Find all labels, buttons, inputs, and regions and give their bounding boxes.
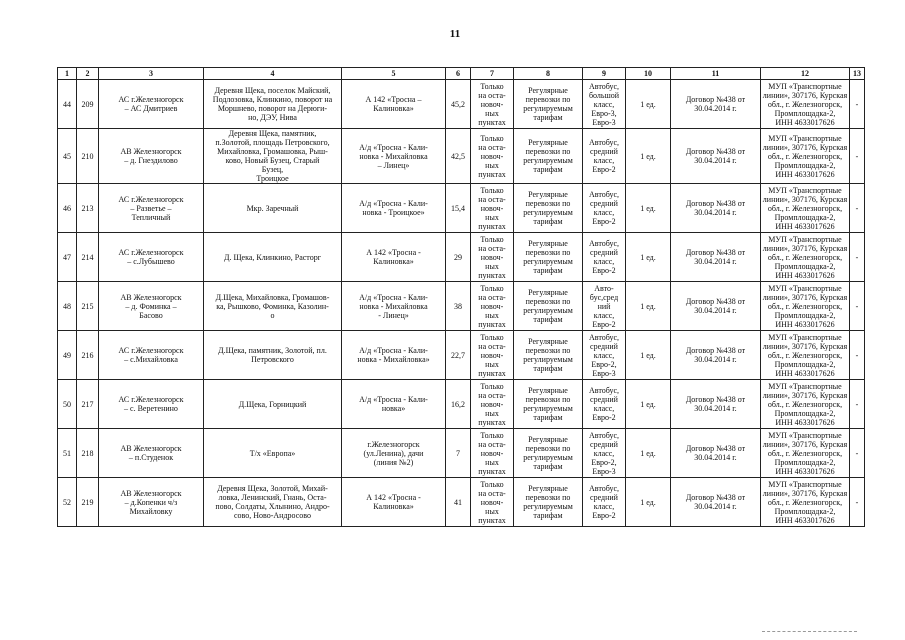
notes-cell: - bbox=[850, 478, 865, 527]
notes-cell: - bbox=[850, 129, 865, 184]
row-number-cell: 44 bbox=[58, 80, 77, 129]
carrier-cell: МУП «Транспортные линии», 307176, Курская обл., г. Железногорск, Промплощадка-2, ИНН 4633017626 bbox=[761, 331, 850, 380]
route-length-cell: 42,5 bbox=[446, 129, 471, 184]
transport-mode-cell: Регулярные перевозки по регулируемым тарифам bbox=[514, 80, 583, 129]
notes-cell: - bbox=[850, 380, 865, 429]
transport-mode-cell: Регулярные перевозки по регулируемым тарифам bbox=[514, 331, 583, 380]
stop-order-cell: Только на оста- новоч- ных пунктах bbox=[471, 331, 514, 380]
contract-cell: Договор №438 от 30.04.2014 г. bbox=[671, 129, 761, 184]
route-number-cell: 210 bbox=[77, 129, 99, 184]
route-length-cell: 29 bbox=[446, 233, 471, 282]
route-length-cell: 16,2 bbox=[446, 380, 471, 429]
intermediate-stops-cell: Мкр. Заречный bbox=[204, 184, 342, 233]
vehicle-count-cell: 1 ед. bbox=[626, 80, 671, 129]
transport-mode-cell: Регулярные перевозки по регулируемым тарифам bbox=[514, 429, 583, 478]
intermediate-stops-cell: Деревня Щека, Золотой, Михай- ловка, Ленинский, Гнань, Оста- пово, Солдаты, Хлынино, Андро- сово, Ново-Андросово bbox=[204, 478, 342, 527]
carrier-cell: МУП «Транспортные линии», 307176, Курская обл., г. Железногорск, Промплощадка-2, ИНН 4633017626 bbox=[761, 478, 850, 527]
route-number-cell: 219 bbox=[77, 478, 99, 527]
transport-mode-cell: Регулярные перевозки по регулируемым тарифам bbox=[514, 282, 583, 331]
stop-order-cell: Только на оста- новоч- ных пунктах bbox=[471, 282, 514, 331]
streets-cell: г.Железногорск (ул.Ленина), дачи (линия №2) bbox=[342, 429, 446, 478]
vehicle-type-cell: Автобус, средний класс, Евро-2 bbox=[583, 233, 626, 282]
intermediate-stops-cell: Д.Щека, Горницкий bbox=[204, 380, 342, 429]
contract-cell: Договор №438 от 30.04.2014 г. bbox=[671, 331, 761, 380]
route-name-cell: АС г.Железногорск – АС Дмитриев bbox=[99, 80, 204, 129]
row-number-cell: 46 bbox=[58, 184, 77, 233]
vehicle-count-cell: 1 ед. bbox=[626, 429, 671, 478]
stop-order-cell: Только на оста- новоч- ных пунктах bbox=[471, 380, 514, 429]
column-header: 4 bbox=[204, 68, 342, 80]
footer-rule bbox=[762, 631, 857, 632]
route-name-cell: АС г.Железногорск – с.Михайловка bbox=[99, 331, 204, 380]
transport-mode-cell: Регулярные перевозки по регулируемым тарифам bbox=[514, 184, 583, 233]
carrier-cell: МУП «Транспортные линии», 307176, Курская обл., г. Железногорск, Промплощадка-2, ИНН 4633017626 bbox=[761, 80, 850, 129]
row-number-cell: 50 bbox=[58, 380, 77, 429]
column-header: 12 bbox=[761, 68, 850, 80]
table-row bbox=[58, 282, 865, 331]
row-number-cell: 52 bbox=[58, 478, 77, 527]
contract-cell: Договор №438 от 30.04.2014 г. bbox=[671, 478, 761, 527]
vehicle-count-cell: 1 ед. bbox=[626, 331, 671, 380]
row-number-cell: 48 bbox=[58, 282, 77, 331]
row-number-cell: 45 bbox=[58, 129, 77, 184]
stop-order-cell: Только на оста- новоч- ных пунктах bbox=[471, 129, 514, 184]
carrier-cell: МУП «Транспортные линии», 307176, Курская обл., г. Железногорск, Промплощадка-2, ИНН 4633017626 bbox=[761, 429, 850, 478]
table-row bbox=[58, 129, 865, 184]
route-number-cell: 213 bbox=[77, 184, 99, 233]
carrier-cell: МУП «Транспортные линии», 307176, Курская обл., г. Железногорск, Промплощадка-2, ИНН 4633017626 bbox=[761, 233, 850, 282]
notes-cell: - bbox=[850, 184, 865, 233]
transport-mode-cell: Регулярные перевозки по регулируемым тарифам bbox=[514, 478, 583, 527]
table-row bbox=[58, 80, 865, 129]
route-name-cell: АС г.Железногорск – с. Веретенино bbox=[99, 380, 204, 429]
vehicle-count-cell: 1 ед. bbox=[626, 478, 671, 527]
notes-cell: - bbox=[850, 331, 865, 380]
intermediate-stops-cell: Д. Щека, Клинкино, Расторг bbox=[204, 233, 342, 282]
table-row bbox=[58, 233, 865, 282]
column-header: 13 bbox=[850, 68, 865, 80]
column-header: 8 bbox=[514, 68, 583, 80]
column-header: 2 bbox=[77, 68, 99, 80]
route-number-cell: 214 bbox=[77, 233, 99, 282]
streets-cell: А/д «Тросна - Кали- новка - Михайловка» bbox=[342, 331, 446, 380]
contract-cell: Договор №438 от 30.04.2014 г. bbox=[671, 233, 761, 282]
intermediate-stops-cell: Т/х «Европа» bbox=[204, 429, 342, 478]
streets-cell: А/д «Тросна - Кали- новка - Троицкое» bbox=[342, 184, 446, 233]
notes-cell: - bbox=[850, 282, 865, 331]
streets-cell: А 142 «Тросна - Калиновка» bbox=[342, 233, 446, 282]
route-number-cell: 209 bbox=[77, 80, 99, 129]
transport-mode-cell: Регулярные перевозки по регулируемым тарифам bbox=[514, 380, 583, 429]
vehicle-type-cell: Автобус, средний класс, Евро-2 bbox=[583, 129, 626, 184]
route-length-cell: 41 bbox=[446, 478, 471, 527]
streets-cell: А 142 «Тросна – Калиновка» bbox=[342, 80, 446, 129]
vehicle-count-cell: 1 ед. bbox=[626, 233, 671, 282]
table-row bbox=[58, 429, 865, 478]
contract-cell: Договор №438 от 30.04.2014 г. bbox=[671, 429, 761, 478]
stop-order-cell: Только на оста- новоч- ных пунктах bbox=[471, 478, 514, 527]
header-row bbox=[58, 68, 865, 80]
route-number-cell: 215 bbox=[77, 282, 99, 331]
vehicle-count-cell: 1 ед. bbox=[626, 184, 671, 233]
vehicle-count-cell: 1 ед. bbox=[626, 129, 671, 184]
route-name-cell: АВ Железногорск – д. Фоминка – Басово bbox=[99, 282, 204, 331]
column-header: 6 bbox=[446, 68, 471, 80]
intermediate-stops-cell: Деревня Щека, памятник, п.Золотой, площадь Петровского, Михайловка, Громашовка, Рыш- ково, Новый Бузец, Старый Бузец, Троицкое bbox=[204, 129, 342, 184]
route-name-cell: АВ Железногорск – д.Копенки ч/з Михайловку bbox=[99, 478, 204, 527]
contract-cell: Договор №438 от 30.04.2014 г. bbox=[671, 184, 761, 233]
contract-cell: Договор №438 от 30.04.2014 г. bbox=[671, 282, 761, 331]
stop-order-cell: Только на оста- новоч- ных пунктах bbox=[471, 184, 514, 233]
route-number-cell: 216 bbox=[77, 331, 99, 380]
table-row bbox=[58, 331, 865, 380]
vehicle-type-cell: Авто- бус,сред ний класс, Евро-2 bbox=[583, 282, 626, 331]
routes-table bbox=[57, 67, 865, 527]
notes-cell: - bbox=[850, 429, 865, 478]
carrier-cell: МУП «Транспортные линии», 307176, Курская обл., г. Железногорск, Промплощадка-2, ИНН 4633017626 bbox=[761, 282, 850, 331]
stop-order-cell: Только на оста- новоч- ных пунктах bbox=[471, 429, 514, 478]
vehicle-type-cell: Автобус, средний класс, Евро-2, Евро-3 bbox=[583, 429, 626, 478]
column-header: 10 bbox=[626, 68, 671, 80]
notes-cell: - bbox=[850, 80, 865, 129]
column-header: 11 bbox=[671, 68, 761, 80]
vehicle-type-cell: Автобус, средний класс, Евро-2 bbox=[583, 380, 626, 429]
table-row bbox=[58, 380, 865, 429]
route-name-cell: АС г.Железногорск – с.Лубышево bbox=[99, 233, 204, 282]
carrier-cell: МУП «Транспортные линии», 307176, Курская обл., г. Железногорск, Промплощадка-2, ИНН 4633017626 bbox=[761, 129, 850, 184]
carrier-cell: МУП «Транспортные линии», 307176, Курская обл., г. Железногорск, Промплощадка-2, ИНН 4633017626 bbox=[761, 380, 850, 429]
intermediate-stops-cell: Д.Щека, Михайловка, Громашов- ка, Рышково, Фоминка, Казолин- о bbox=[204, 282, 342, 331]
route-length-cell: 7 bbox=[446, 429, 471, 478]
notes-cell: - bbox=[850, 233, 865, 282]
route-length-cell: 45,2 bbox=[446, 80, 471, 129]
intermediate-stops-cell: Деревня Щека, поселок Майский, Подлозовка, Клинкино, поворот на Моршнево, поворот на Дерюги- но, ДЭУ, Нива bbox=[204, 80, 342, 129]
vehicle-count-cell: 1 ед. bbox=[626, 282, 671, 331]
transport-mode-cell: Регулярные перевозки по регулируемым тарифам bbox=[514, 129, 583, 184]
table-body bbox=[58, 80, 865, 527]
column-header: 9 bbox=[583, 68, 626, 80]
intermediate-stops-cell: Д.Щека, памятник, Золотой, пл. Петровского bbox=[204, 331, 342, 380]
row-number-cell: 49 bbox=[58, 331, 77, 380]
streets-cell: А/д «Тросна - Кали- новка - Михайловка - Линец» bbox=[342, 282, 446, 331]
vehicle-type-cell: Автобус, средний класс, Евро-2, Евро-3 bbox=[583, 331, 626, 380]
route-length-cell: 22,7 bbox=[446, 331, 471, 380]
streets-cell: А 142 «Тросна - Калиновка» bbox=[342, 478, 446, 527]
page-number: 11 bbox=[449, 28, 461, 40]
contract-cell: Договор №438 от 30.04.2014 г. bbox=[671, 380, 761, 429]
column-header: 3 bbox=[99, 68, 204, 80]
carrier-cell: МУП «Транспортные линии», 307176, Курская обл., г. Железногорск, Промплощадка-2, ИНН 4633017626 bbox=[761, 184, 850, 233]
contract-cell: Договор №438 от 30.04.2014 г. bbox=[671, 80, 761, 129]
vehicle-type-cell: Автобус, большой класс, Евро-3, Евро-3 bbox=[583, 80, 626, 129]
route-length-cell: 15,4 bbox=[446, 184, 471, 233]
route-number-cell: 218 bbox=[77, 429, 99, 478]
stop-order-cell: Только на оста- новоч- ных пунктах bbox=[471, 233, 514, 282]
stop-order-cell: Только на оста- новоч- ных пунктах bbox=[471, 80, 514, 129]
vehicle-type-cell: Автобус, средний класс, Евро-2 bbox=[583, 478, 626, 527]
vehicle-count-cell: 1 ед. bbox=[626, 380, 671, 429]
streets-cell: А/д «Тросна - Кали- новка» bbox=[342, 380, 446, 429]
column-header: 1 bbox=[58, 68, 77, 80]
column-header: 5 bbox=[342, 68, 446, 80]
table-row bbox=[58, 184, 865, 233]
route-number-cell: 217 bbox=[77, 380, 99, 429]
transport-mode-cell: Регулярные перевозки по регулируемым тарифам bbox=[514, 233, 583, 282]
table-row bbox=[58, 478, 865, 527]
column-header: 7 bbox=[471, 68, 514, 80]
vehicle-type-cell: Автобус, средний класс, Евро-2 bbox=[583, 184, 626, 233]
route-name-cell: АС г.Железногорск – Разветье – Тепличный bbox=[99, 184, 204, 233]
route-length-cell: 38 bbox=[446, 282, 471, 331]
row-number-cell: 51 bbox=[58, 429, 77, 478]
streets-cell: А/д «Тросна - Кали- новка - Михайловка – Линец» bbox=[342, 129, 446, 184]
row-number-cell: 47 bbox=[58, 233, 77, 282]
route-name-cell: АВ Железногорск – п.Студенок bbox=[99, 429, 204, 478]
route-name-cell: АВ Железногорск – д. Гнездилово bbox=[99, 129, 204, 184]
